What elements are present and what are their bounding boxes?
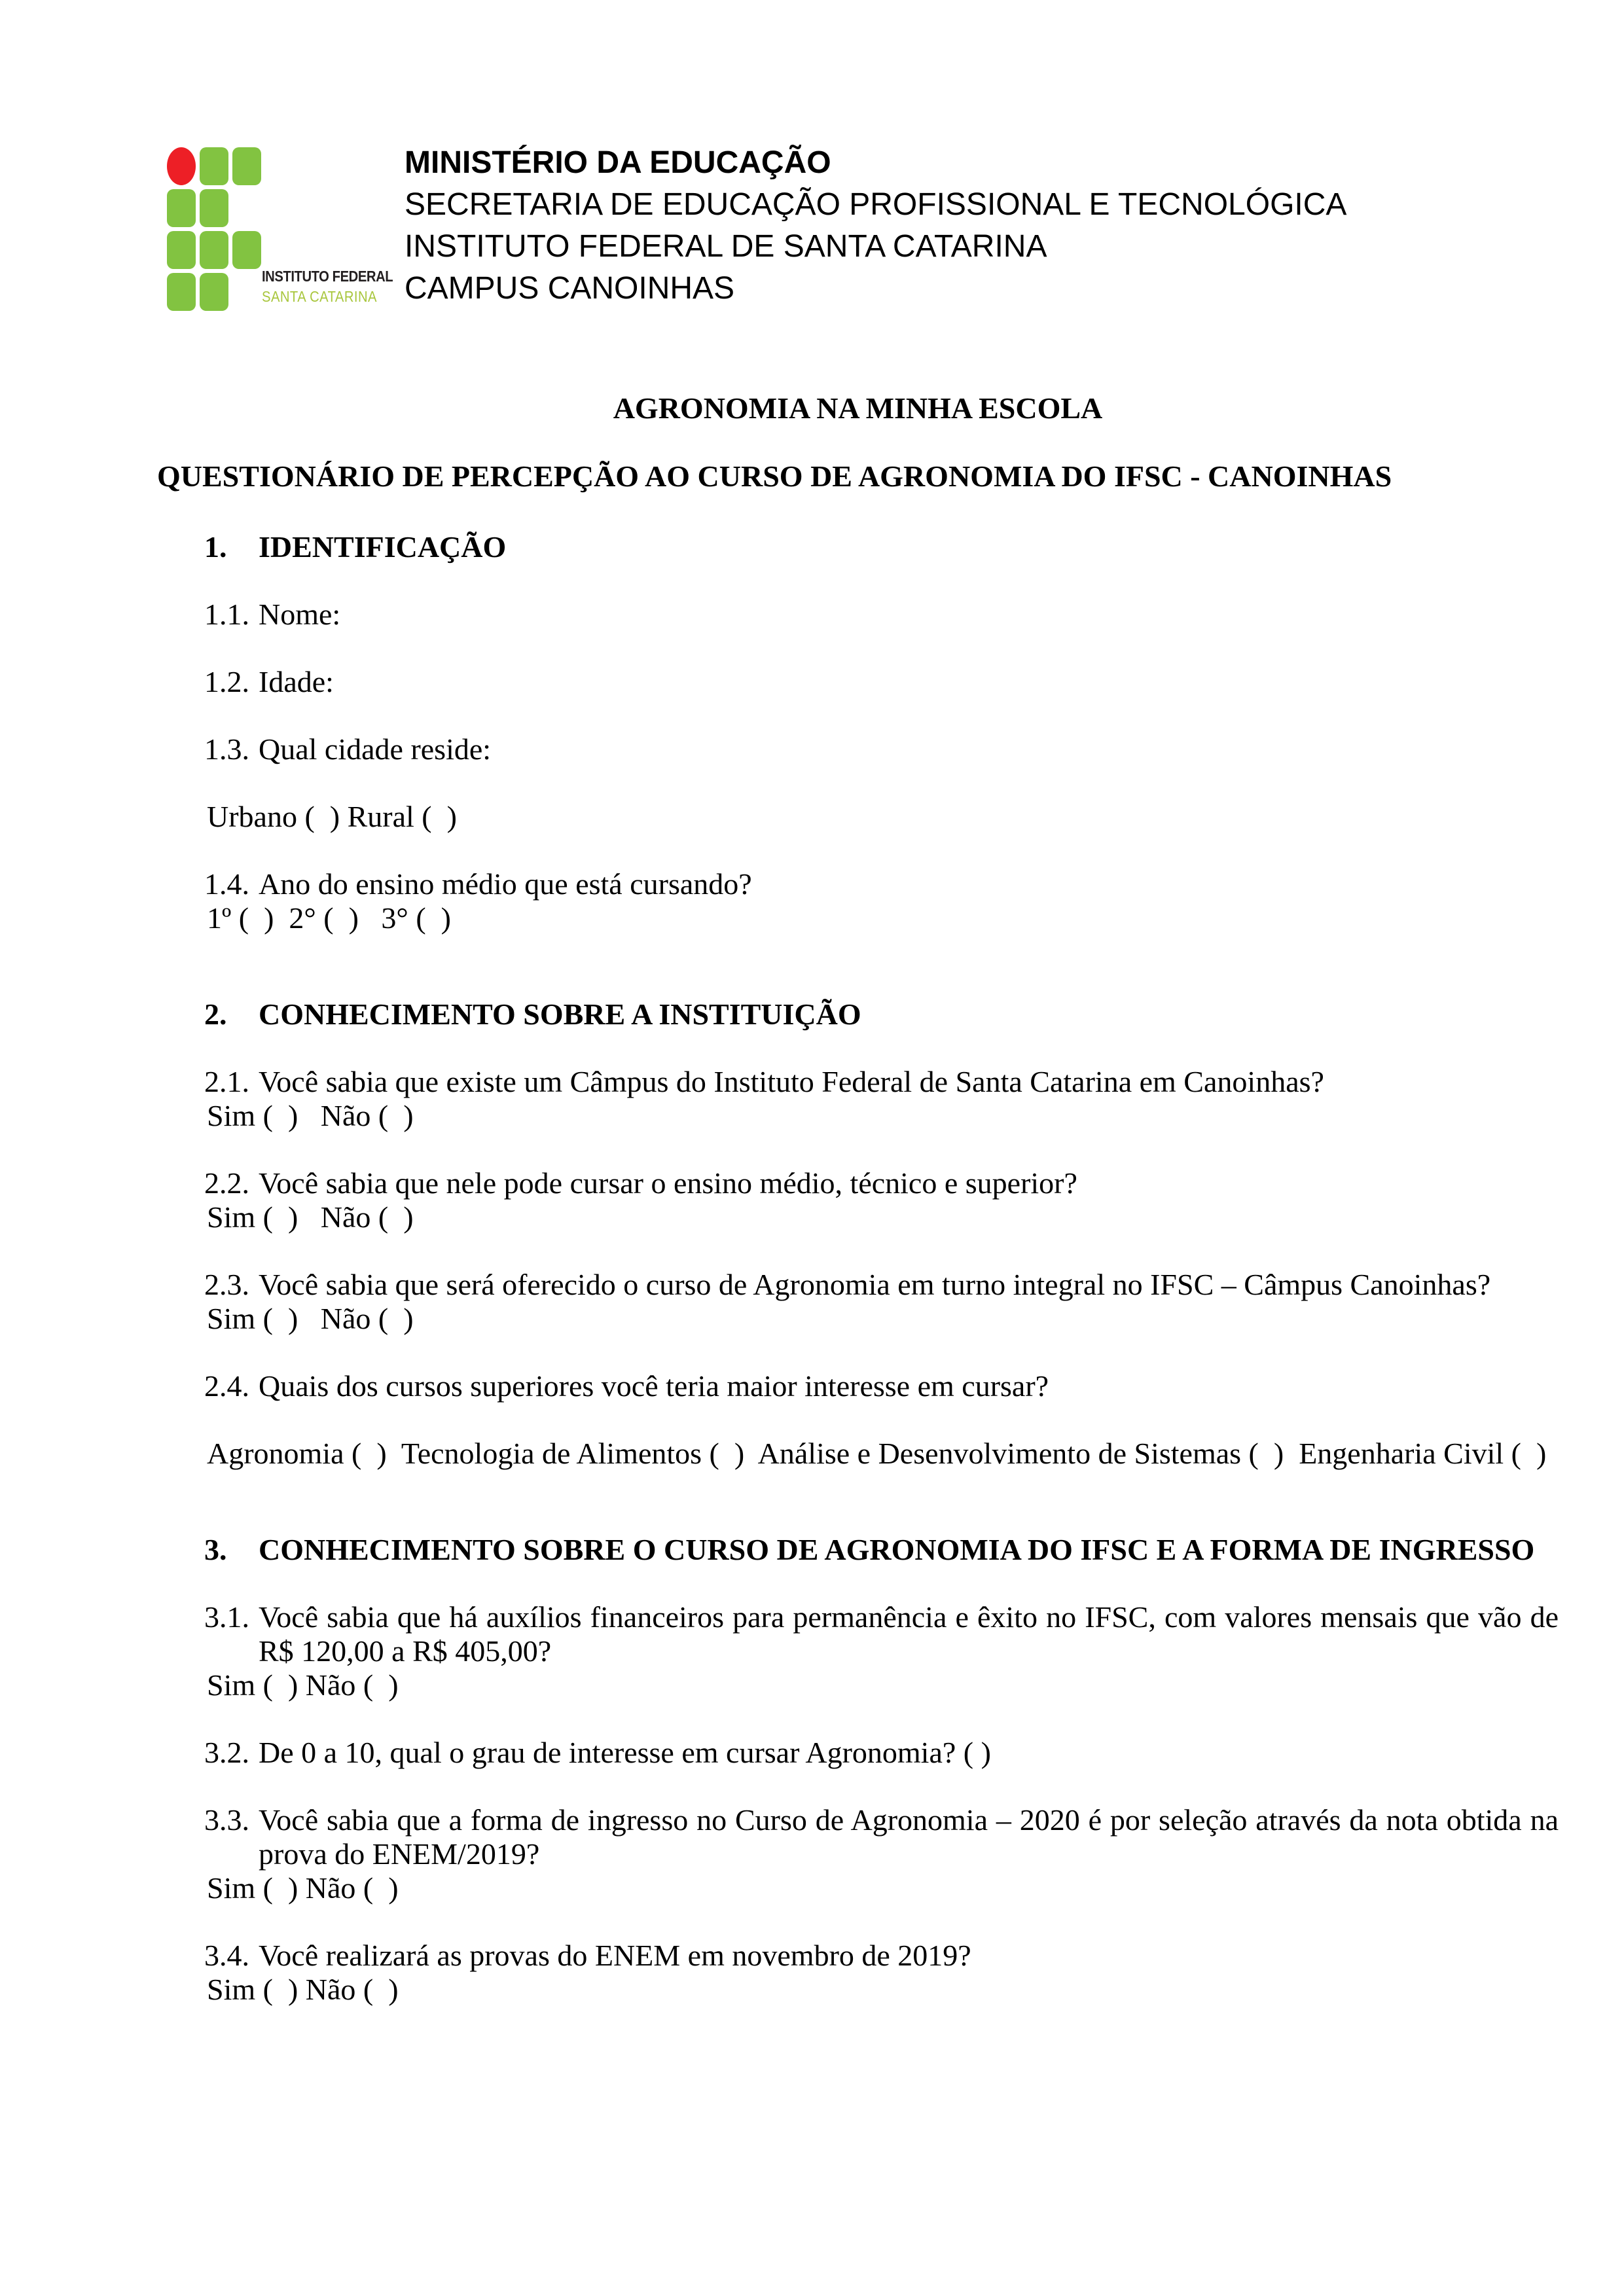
question-2-1-text: Você sabia que existe um Câmpus do Instituto Federal de Santa Catarina em Canoinhas?	[259, 1065, 1324, 1098]
document-subtitle: QUESTIONÁRIO DE PERCEPÇÃO AO CURSO DE AGRONOMIA DO IFSC - CANOINHAS	[157, 459, 1392, 493]
question-2-3-options: Sim ( ) Não ( )	[207, 1302, 414, 1335]
letterhead-lines	[405, 142, 1346, 310]
question-3-3-text: Você sabia que a forma de ingresso no Curso de Agronomia – 2020 é por seleção através da nota obtida na prova do ENEM/2019?	[259, 1803, 1559, 1871]
letterhead	[157, 147, 1559, 315]
section-2-heading	[204, 997, 1559, 1031]
question-1-2-number: 1.2.	[204, 665, 249, 698]
letterhead-line-ministry: MINISTÉRIO DA EDUCAÇÃO	[405, 145, 831, 180]
question-2-2-number: 2.2.	[204, 1166, 249, 1200]
ifsc-logo-icon	[167, 147, 261, 311]
letterhead-line-institute: INSTITUTO FEDERAL DE SANTA CATARINA	[405, 229, 1047, 264]
question-1-1-text: Nome:	[259, 598, 341, 631]
letterhead-line-secretary: SECRETARIA DE EDUCAÇÃO PROFISSIONAL E TECNOLÓGICA	[405, 187, 1347, 222]
question-2-1-options: Sim ( ) Não ( )	[207, 1099, 414, 1132]
question-3-1-text: Você sabia que há auxílios financeiros para permanência e êxito no IFSC, com valores mensais que vão de R$ 120,00 a R$ 405,00?	[259, 1600, 1559, 1668]
question-3-1	[204, 1600, 1559, 1668]
document-title: AGRONOMIA NA MINHA ESCOLA	[613, 391, 1103, 425]
question-3-2-number: 3.2.	[204, 1736, 249, 1769]
section-3-number: 3.	[204, 1533, 227, 1566]
question-1-3-options: Urbano ( ) Rural ( )	[207, 800, 457, 833]
logo-institution-text: INSTITUTO FEDERAL	[262, 268, 393, 285]
question-2-1-number: 2.1.	[204, 1065, 249, 1098]
question-3-4-options: Sim ( ) Não ( )	[207, 1973, 399, 2006]
section-2-title: CONHECIMENTO SOBRE A INSTITUIÇÃO	[259, 997, 861, 1031]
question-2-2-text: Você sabia que nele pode cursar o ensino médio, técnico e superior?	[259, 1166, 1077, 1200]
question-3-2-text: De 0 a 10, qual o grau de interesse em cursar Agronomia? ( )	[259, 1736, 991, 1769]
section-2-number: 2.	[204, 997, 227, 1031]
question-3-1-number: 3.1.	[204, 1600, 249, 1634]
question-3-1-options: Sim ( ) Não ( )	[207, 1668, 399, 1702]
question-2-2-options: Sim ( ) Não ( )	[207, 1200, 414, 1234]
question-3-4-number: 3.4.	[204, 1939, 249, 1972]
section-1-heading	[204, 530, 1559, 564]
question-1-2-text: Idade:	[259, 665, 334, 698]
question-1-4-text: Ano do ensino médio que está cursando?	[259, 867, 752, 901]
question-1-2	[204, 665, 1559, 699]
section-1-number: 1.	[204, 530, 227, 564]
question-1-4-options: 1º ( ) 2° ( ) 3° ( )	[207, 901, 451, 935]
question-2-4-number: 2.4.	[204, 1369, 249, 1403]
question-3-3-number: 3.3.	[204, 1803, 249, 1837]
question-1-3-text: Qual cidade reside:	[259, 732, 492, 766]
question-2-1	[204, 1065, 1559, 1099]
ifsc-logo	[157, 147, 405, 315]
question-2-4-text: Quais dos cursos superiores você teria maior interesse em cursar?	[259, 1369, 1049, 1403]
section-1-title: IDENTIFICAÇÃO	[259, 530, 507, 564]
question-3-4-text: Você realizará as provas do ENEM em novembro de 2019?	[259, 1939, 971, 1972]
section-3-heading	[204, 1533, 1559, 1567]
question-2-3-text: Você sabia que será oferecido o curso de Agronomia em turno integral no IFSC – Câmpus Canoinhas?	[259, 1268, 1491, 1301]
question-2-4	[204, 1369, 1559, 1403]
question-2-3	[204, 1268, 1559, 1302]
question-1-1-number: 1.1.	[204, 598, 249, 631]
question-3-2	[204, 1736, 1559, 1770]
question-1-3-number: 1.3.	[204, 732, 249, 766]
logo-state-text: SANTA CATARINA	[262, 288, 377, 305]
section-3-title: CONHECIMENTO SOBRE O CURSO DE AGRONOMIA DO IFSC E A FORMA DE INGRESSO	[259, 1533, 1535, 1566]
question-3-3-options: Sim ( ) Não ( )	[207, 1871, 399, 1905]
question-2-2	[204, 1166, 1559, 1200]
question-1-4	[204, 867, 1559, 901]
letterhead-line-campus: CAMPUS CANOINHAS	[405, 271, 735, 306]
question-2-4-options: Agronomia ( ) Tecnologia de Alimentos ( ) Análise e Desenvolvimento de Sistemas ( ) Engenharia Civil ( )	[207, 1437, 1547, 1470]
question-2-3-number: 2.3.	[204, 1268, 249, 1301]
question-3-4	[204, 1939, 1559, 1973]
question-1-4-number: 1.4.	[204, 867, 249, 901]
ifsc-logo-wordmark	[262, 266, 393, 307]
question-3-3	[204, 1803, 1559, 1871]
question-1-1	[204, 598, 1559, 632]
question-1-3	[204, 732, 1559, 766]
